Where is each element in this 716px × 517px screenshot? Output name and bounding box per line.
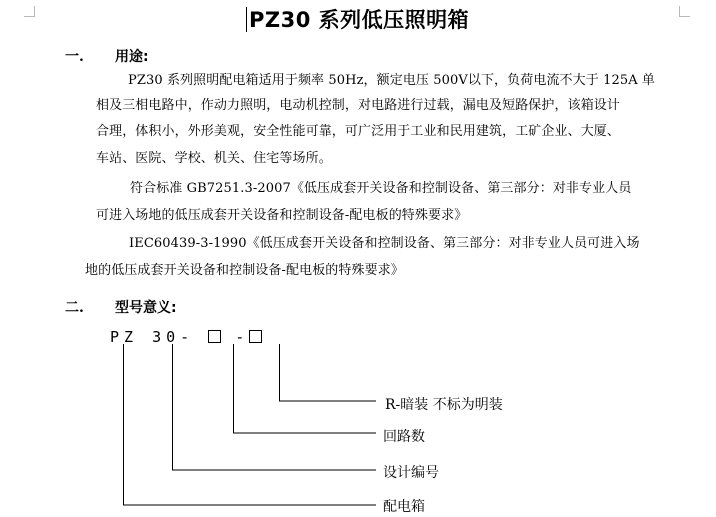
paragraph-line: 车站、医院、学校、机关、住宅等场所。 bbox=[96, 151, 332, 166]
standard-line: 可进入场地的低压成套开关设备和控制设备-配电板的特殊要求》 bbox=[96, 208, 468, 223]
paragraph-line: 合理，体积小，外形美观，安全性能可靠，可广泛用于工业和民用建筑，工矿企业、大厦、 bbox=[96, 124, 621, 139]
paragraph-line: PZ30 系列照明配电箱适用于频率 50Hz，额定电压 500V以下，负荷电流不大于 125A 单 bbox=[128, 73, 656, 88]
lead-line-box bbox=[124, 344, 377, 505]
label-install-type: R-暗装 不标为明装 bbox=[385, 397, 503, 413]
standard-line: 地的低压成套开关设备和控制设备-配电板的特殊要求》 bbox=[85, 263, 404, 278]
section-2-heading: 型号意义: bbox=[115, 300, 177, 316]
model-separator: - bbox=[235, 328, 250, 346]
standard-line: IEC60439-3-1990《低压成套开关设备和控制设备、第三部分：对非专业人员可进入场 bbox=[129, 236, 640, 251]
lead-line-install bbox=[280, 344, 377, 401]
lead-line-circuits bbox=[234, 344, 377, 433]
model-prefix: PZ 30- bbox=[110, 328, 195, 346]
section-1-number: 一. bbox=[65, 49, 84, 65]
lead-line-design bbox=[173, 344, 377, 470]
label-circuit-count: 回路数 bbox=[383, 429, 425, 445]
document-title[interactable]: PZ30 系列低压照明箱 bbox=[249, 8, 470, 32]
section-1-heading: 用途: bbox=[115, 49, 149, 65]
label-design-number: 设计编号 bbox=[383, 465, 439, 481]
standard-line: 符合标准 GB7251.3-2007《低压成套开关设备和控制设备、第三部分：对非专业人员 bbox=[130, 181, 632, 196]
label-distribution-box: 配电箱 bbox=[383, 499, 425, 515]
paragraph-line: 相及三相电路中，作动力照明，电动机控制，对电路进行过载，漏电及短路保护，该箱设计 bbox=[96, 98, 621, 113]
section-2-number: 二. bbox=[65, 300, 84, 316]
